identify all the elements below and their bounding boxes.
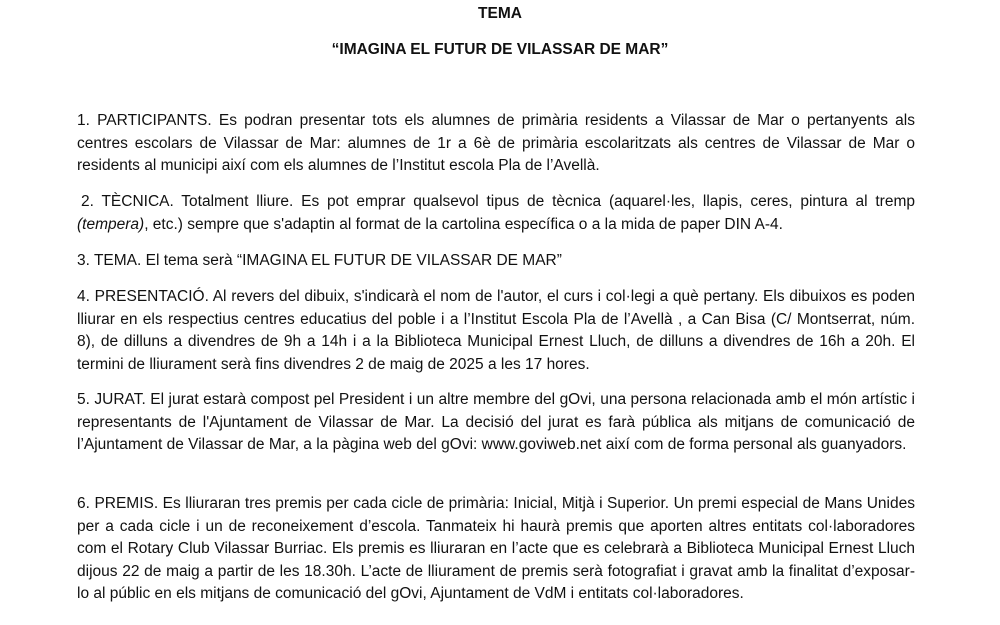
tecnica-text-before: 2. TÈCNICA. Totalment lliure. Es pot emprar qualsevol tipus de tècnica (aquarel·les, llapis, ceres, pintura al tremp bbox=[81, 193, 915, 210]
section-tema: 3. TEMA. El tema serà “IMAGINA EL FUTUR DE VILASSAR DE MAR” bbox=[77, 252, 562, 269]
document-subtitle: “IMAGINA EL FUTUR DE VILASSAR DE MAR” bbox=[331, 41, 669, 58]
document-title: TEMA bbox=[478, 5, 522, 22]
section-premis: 6. PREMIS. Es lliuraran tres premis per cada cicle de primària: Inicial, Mitjà i Superior. Un premi especial de Mans Unides per a cada cicle i un de reconeixement d’escola. Tanmateix hi haurà premis que aporten altres entitats col·laboradores com el Rotary Club Vilassar Burriac. Els premis es lliuraran en l’acte que es celebrarà a Biblioteca Municipal Ernest Lluch dijous 22 de maig a partir de les 18.30h. L’acte de lliurament de premis serà fotografiat i gravat amb la finalitat d’exposar-lo al públic en els mitjans de comunicació del gOvi, Ajuntament de VdM i entitats col·laboradores. bbox=[77, 495, 915, 602]
tecnica-text-italic: (tempera) bbox=[77, 215, 145, 233]
section-presentacio: 4. PRESENTACIÓ. Al revers del dibuix, s'indicarà el nom de l'autor, el curs i col·legi a què pertany. Els dibuixos es poden lliurar en els respectius centres educatius del poble i a l’Institut Escola Pla de l’Avellà , a Can Bisa (C/ Montserrat, núm. 8), de dilluns a divendres de 9h a 14h i a la Biblioteca Municipal Ernest Lluch, de dilluns a divendres de 16h a 20h. El termini de lliurament serà fins divendres 2 de maig de 2025 a les 17 hores. bbox=[77, 288, 915, 373]
section-jurat: 5. JURAT. El jurat estarà compost pel President i un altre membre del gOvi, una persona relacionada amb el món artístic i representants de l'Ajuntament de Vilassar de Mar. La decisió del jurat es farà pública als mitjans de comunicació de l’Ajuntament de Vilassar de Mar, a la pàgina web del gOvi: www.goviweb.net així com de forma personal als guanyadors. bbox=[77, 391, 915, 453]
section-tecnica bbox=[77, 191, 915, 236]
section-participants: 1. PARTICIPANTS. Es podran presentar tots els alumnes de primària residents a Vilassar de Mar o pertanyents als centres escolars de Vilassar de Mar: alumnes de 1r a 6è de primària escolaritzats als centres de Vilassar de Mar o residents al municipi així com els alumnes de l’Institut escola Pla de l’Avellà. bbox=[77, 112, 915, 174]
tecnica-text-after: , etc.) sempre que s'adaptin al format de la cartolina específica o a la mida de paper DIN A-4. bbox=[144, 215, 783, 233]
